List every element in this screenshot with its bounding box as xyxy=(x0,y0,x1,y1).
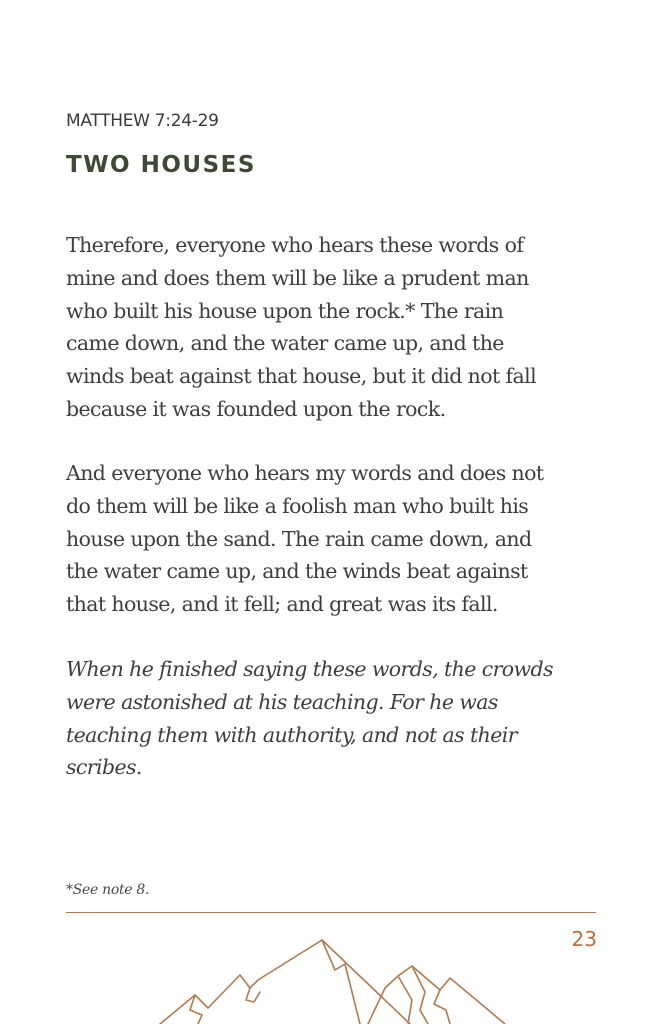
paragraph-line: house upon the sand. The rain came down, and xyxy=(66,526,532,551)
paragraph-2 xyxy=(66,457,606,621)
paragraph-line: came down, and the water came up, and the xyxy=(66,331,504,356)
paragraph-3-italic xyxy=(66,653,606,784)
paragraph-line: who built his house upon the rock.* The rain xyxy=(66,298,504,323)
paragraph-line: because it was founded upon the rock. xyxy=(66,396,446,421)
paragraph-line: the water came up, and the winds beat against xyxy=(66,559,528,584)
footnote: *See note 8. xyxy=(66,882,150,898)
mountain-range-icon xyxy=(150,930,520,1024)
paragraph-line: do them will be like a foolish man who built his xyxy=(66,493,529,518)
paragraph-line: Therefore, everyone who hears these words of xyxy=(66,233,524,257)
paragraph-line: When he finished saying these words, the crowds xyxy=(66,657,553,681)
page-number: 23 xyxy=(571,927,597,951)
scripture-reference: MATTHEW 7:24-29 xyxy=(66,111,219,131)
paragraph-line: And everyone who hears my words and does not xyxy=(66,461,544,485)
page-title: TWO HOUSES xyxy=(66,152,256,178)
paragraph-line: teaching them with authority, and not as their xyxy=(66,722,517,747)
paragraph-line: winds beat against that house, but it did not fall xyxy=(66,364,537,389)
footer-divider xyxy=(66,912,596,913)
paragraph-line: were astonished at his teaching. For he was xyxy=(66,689,498,714)
paragraph-line: mine and does them will be like a prudent man xyxy=(66,265,529,290)
paragraph-1 xyxy=(66,229,606,426)
paragraph-line: that house, and it fell; and great was its fall. xyxy=(66,592,498,617)
paragraph-line: scribes. xyxy=(66,755,142,780)
